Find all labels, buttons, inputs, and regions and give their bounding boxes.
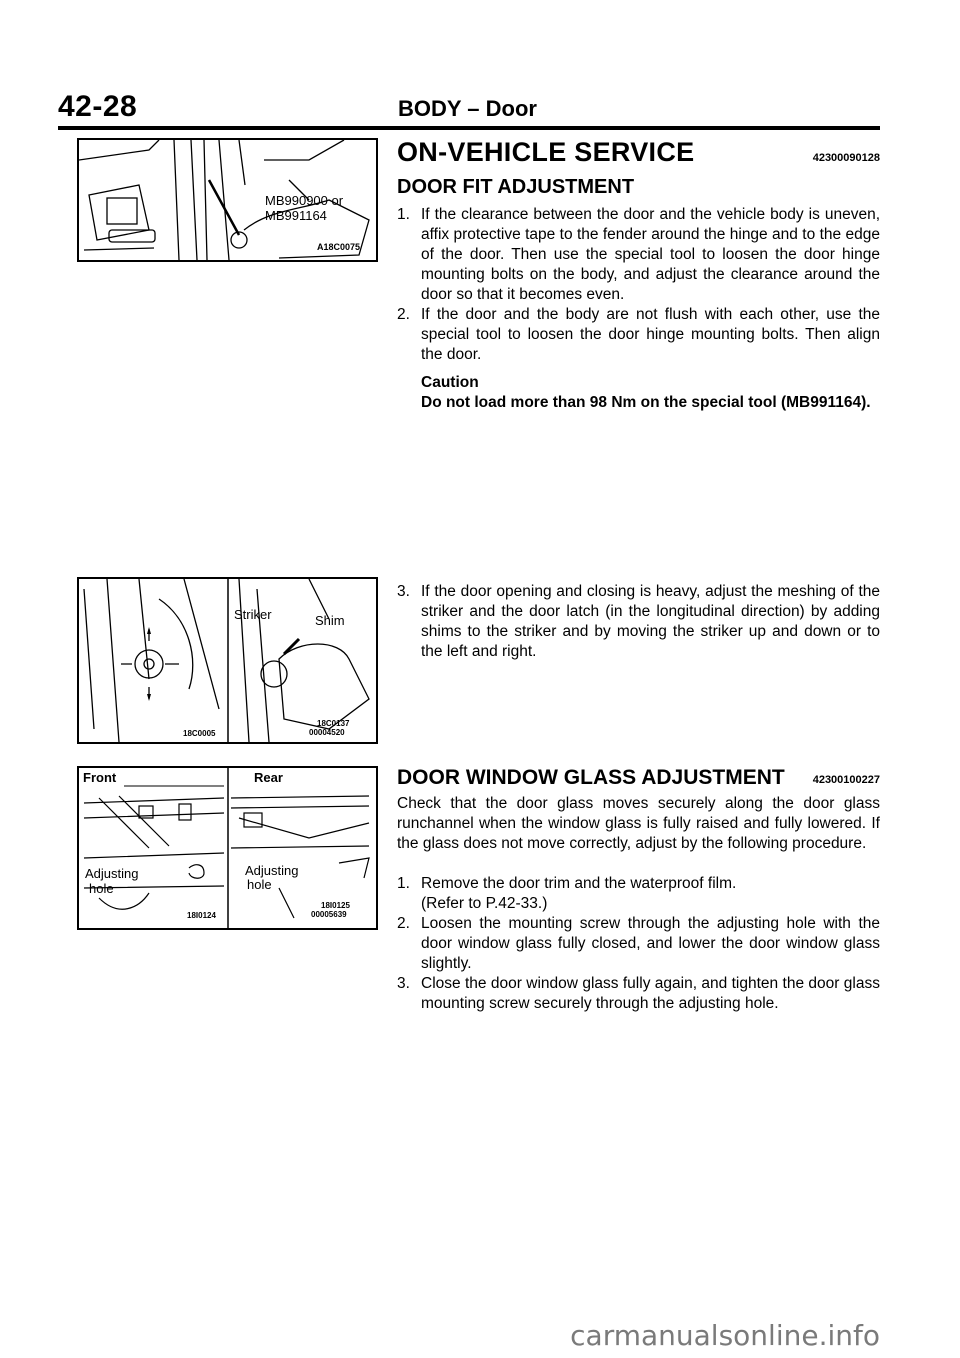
figure-door-hinge-tool xyxy=(77,138,378,262)
left-adjust-2: hole xyxy=(89,881,114,896)
door-fit-title: DOOR FIT ADJUSTMENT xyxy=(397,176,635,198)
striker-step xyxy=(397,582,880,662)
tool-label-2: MB991164 xyxy=(265,208,327,223)
on-vehicle-title: ON-VEHICLE SERVICE xyxy=(397,137,695,167)
glass-heading-row xyxy=(397,766,880,796)
header-rule xyxy=(58,126,880,130)
right-adjust-2: hole xyxy=(247,877,272,892)
striker-label: Striker xyxy=(234,607,272,622)
item-number: 2. xyxy=(397,915,410,932)
glass-code: 42300100227 xyxy=(812,774,880,786)
item-text: If the door opening and closing is heavy, adjust the meshing of the striker and the door latch (in the longitudinal direction) by adding shims to the striker and by moving the striker up and down or to the left and right. xyxy=(421,583,880,660)
rear-label: Rear xyxy=(254,770,283,785)
item-text: Loosen the mounting screw through the adjusting hole with the door window glass fully closed, and lower the door window glass slightly. xyxy=(421,915,880,972)
window-glass-illustration xyxy=(79,768,376,928)
right-code-1: 18C0137 xyxy=(317,719,350,728)
glass-intro: Check that the door glass moves securely along the door glass runchannel when the window glass is fully raised and fully lowered. If the glass does not move correctly, adjust by the following procedure. xyxy=(397,795,880,852)
footer-watermark: carmanualsonline.info xyxy=(570,1319,880,1352)
item-subtext: (Refer to P.42-33.) xyxy=(421,895,548,912)
striker-illustration xyxy=(79,579,376,742)
page-number: 42-28 xyxy=(58,90,138,123)
item-text: If the clearance between the door and the vehicle body is uneven, affix protective tape to the fender around the hinge and to the edge of the door. Then use the special tool to loosen the door hinge mounting bolts on the body, and adjust the clearance around the door so that it becomes even. xyxy=(421,206,880,303)
item-number: 1. xyxy=(397,875,410,892)
item-number: 3. xyxy=(397,975,410,992)
item-text: If the door and the body are not flush with each other, use the special tool to loosen the door hinge mounting bolts. Then align the door. xyxy=(421,306,880,363)
glass-list xyxy=(397,874,880,1044)
item-number: 3. xyxy=(397,583,410,600)
door-hinge-illustration xyxy=(79,140,376,260)
on-vehicle-code: 42300090128 xyxy=(812,152,880,164)
glass-title: DOOR WINDOW GLASS ADJUSTMENT xyxy=(397,766,785,789)
right-code-2: 00004520 xyxy=(309,728,345,737)
section-header: BODY – Door xyxy=(398,96,537,121)
caution-text: Do not load more than 98 Nm on the special tool (MB991164). xyxy=(421,394,871,411)
caution-title: Caution xyxy=(421,374,479,391)
right-adjust-1: Adjusting xyxy=(245,863,299,878)
figure-striker-shim xyxy=(77,577,378,744)
door-fit-list xyxy=(397,205,880,385)
right-code-2: 00005639 xyxy=(311,910,347,919)
item-text: Remove the door trim and the waterproof film. xyxy=(421,875,737,892)
left-code: 18C0005 xyxy=(183,729,216,738)
tool-label-1: MB990900 or xyxy=(265,193,344,208)
right-code-1: 18I0125 xyxy=(321,901,350,910)
left-adjust-1: Adjusting xyxy=(85,866,139,881)
left-code: 18I0124 xyxy=(187,911,216,920)
item-number: 1. xyxy=(397,206,410,223)
item-text: Close the door window glass fully again, and tighten the door glass mounting screw securely through the adjusting hole. xyxy=(421,975,880,1012)
on-vehicle-heading-row xyxy=(397,137,880,171)
shim-label: Shim xyxy=(315,613,345,628)
item-number: 2. xyxy=(397,306,410,323)
figure-code: A18C0075 xyxy=(317,242,361,252)
figure-window-glass-adjust xyxy=(77,766,378,930)
front-label: Front xyxy=(83,770,117,785)
